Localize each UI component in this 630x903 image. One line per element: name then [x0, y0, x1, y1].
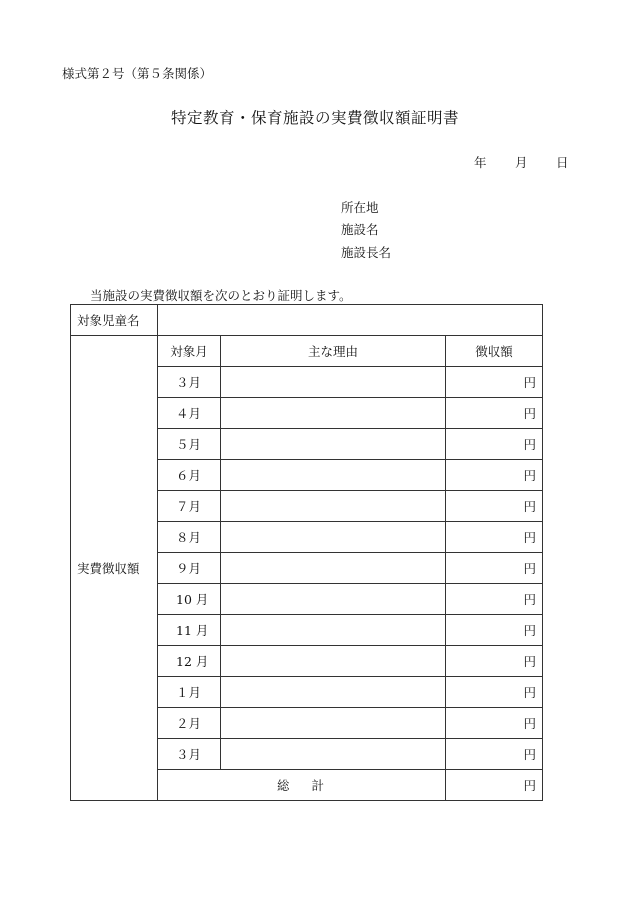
reason-cell[interactable] [221, 739, 446, 770]
month-cell: ３月 [158, 367, 221, 398]
reason-cell[interactable] [221, 553, 446, 584]
amount-cell[interactable]: 円 [446, 708, 543, 739]
amount-cell[interactable]: 円 [446, 615, 543, 646]
child-name-label: 対象児童名 [71, 305, 158, 336]
month-cell: ７月 [158, 491, 221, 522]
month-cell: ５月 [158, 429, 221, 460]
month-cell: 12 月 [158, 646, 221, 677]
amount-cell[interactable]: 円 [446, 398, 543, 429]
reason-cell[interactable] [221, 460, 446, 491]
amount-cell[interactable]: 円 [446, 460, 543, 491]
document-title: 特定教育・保育施設の実費徴収額証明書 [170, 109, 459, 127]
amount-cell[interactable]: 円 [446, 491, 543, 522]
reason-cell[interactable] [221, 646, 446, 677]
date-year-label: 年 [474, 155, 487, 170]
reason-cell[interactable] [221, 677, 446, 708]
month-cell: ６月 [158, 460, 221, 491]
total-label: 総計 [158, 770, 446, 801]
month-cell: ３月 [158, 739, 221, 770]
reason-cell[interactable] [221, 429, 446, 460]
reason-cell[interactable] [221, 398, 446, 429]
date-day-label: 日 [556, 155, 569, 170]
month-cell: ９月 [158, 553, 221, 584]
amount-cell[interactable]: 円 [446, 522, 543, 553]
header-row [71, 336, 543, 367]
reason-cell[interactable] [221, 615, 446, 646]
facility-director-label: 施設長名 [341, 245, 392, 260]
month-cell: 11 月 [158, 615, 221, 646]
month-cell: ２月 [158, 708, 221, 739]
amount-cell[interactable]: 円 [446, 367, 543, 398]
amount-cell[interactable]: 円 [446, 739, 543, 770]
month-cell: １月 [158, 677, 221, 708]
reason-cell[interactable] [221, 584, 446, 615]
child-name-field[interactable] [158, 305, 543, 336]
fee-table [70, 304, 543, 801]
facility-name-label: 施設名 [341, 222, 379, 237]
month-cell: ８月 [158, 522, 221, 553]
facility-address-label: 所在地 [341, 200, 379, 215]
form-number: 様式第２号（第５条関係） [62, 66, 213, 81]
reason-header: 主な理由 [221, 336, 446, 367]
reason-cell[interactable] [221, 491, 446, 522]
date-month-label: 月 [515, 155, 528, 170]
amount-cell[interactable]: 円 [446, 553, 543, 584]
month-header: 対象月 [158, 336, 221, 367]
fees-section-label: 実費徴収額 [71, 336, 158, 801]
amount-cell[interactable]: 円 [446, 677, 543, 708]
total-amount-cell[interactable]: 円 [446, 770, 543, 801]
month-cell: 10 月 [158, 584, 221, 615]
reason-cell[interactable] [221, 522, 446, 553]
month-cell: ４月 [158, 398, 221, 429]
amount-cell[interactable]: 円 [446, 429, 543, 460]
certification-statement: 当施設の実費徴収額を次のとおり証明します。 [90, 288, 352, 303]
amount-cell[interactable]: 円 [446, 646, 543, 677]
reason-cell[interactable] [221, 708, 446, 739]
amount-header: 徴収額 [446, 336, 543, 367]
amount-cell[interactable]: 円 [446, 584, 543, 615]
reason-cell[interactable] [221, 367, 446, 398]
child-name-row [71, 305, 543, 336]
